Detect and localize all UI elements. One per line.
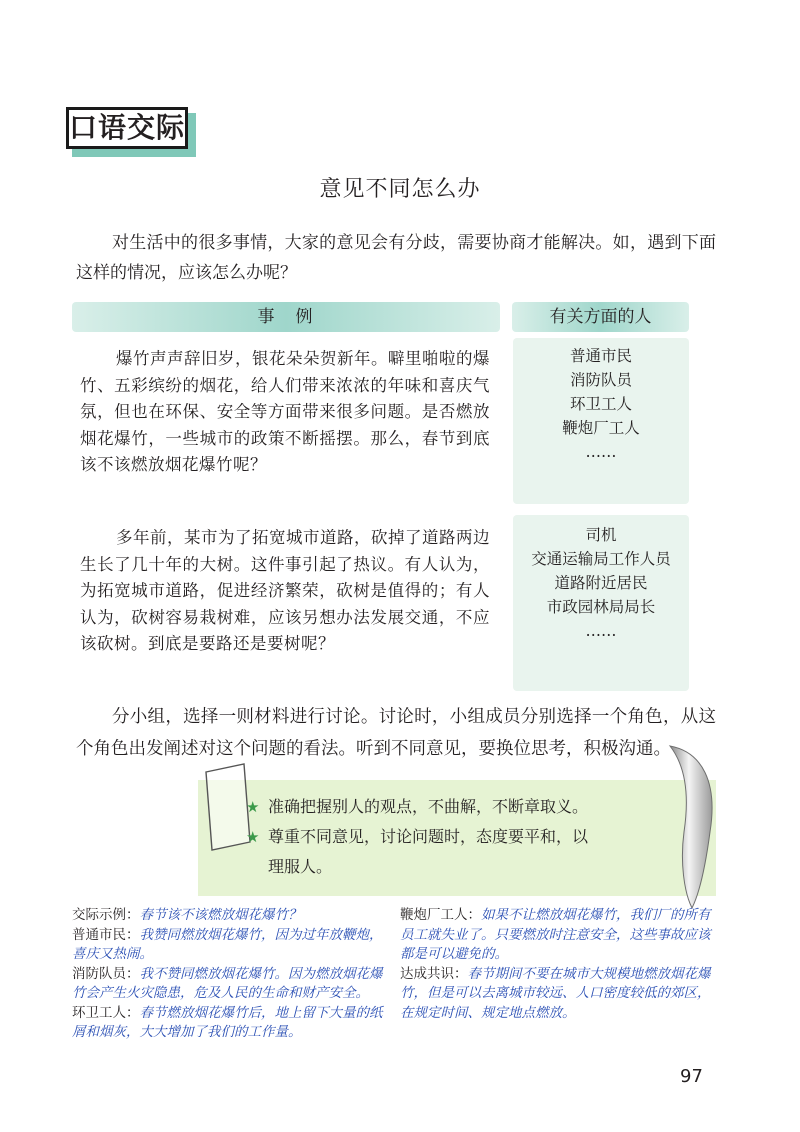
section-tab (66, 107, 196, 157)
tip-text: 准确把握别人的观点，不曲解，不断章取义。 (268, 797, 589, 816)
note-item (72, 906, 390, 926)
list-item: 鞭炮厂工人 (562, 419, 640, 437)
section-label: 口语交际 (66, 107, 188, 149)
note-label: 消防队员： (72, 965, 140, 982)
page-number: 97 (680, 1066, 703, 1087)
note-text: 我不赞同燃放烟花爆竹。因为燃放烟花爆竹会产生火灾隐患，危及人民的生命和财产安全。 (72, 965, 383, 1001)
case-trees: 多年前，某市为了拓宽城市道路，砍掉了道路两边生长了几十年的大树。这件事引起了热议。有人认为，为拓宽城市道路，促进经济繁荣，砍树是值得的；有人认为，砍树容易栽树难，应该另想办法发展交通，不应该砍树。到底是要路还是要树呢？ (80, 528, 490, 654)
note-item (72, 1004, 390, 1043)
list-item: 市政园林局局长 (546, 598, 656, 616)
example-notes-right (400, 906, 720, 1023)
note-label: 达成共识： (400, 965, 468, 982)
star-icon: ★ (246, 798, 260, 816)
note-text: 我赞同燃放烟花爆竹，因为过年放鞭炮，喜庆又热闹。 (72, 926, 383, 962)
note-item (400, 965, 720, 1024)
tips-list (246, 792, 686, 882)
note-text: 春节该不该燃放烟花爆竹？ (139, 907, 302, 923)
list-item: …… (585, 622, 617, 640)
note-label: 鞭炮厂工人： (400, 907, 481, 923)
note-label: 交际示例： (72, 907, 140, 923)
list-item: 司机 (585, 526, 617, 544)
tip-text-continued: 理服人。 (268, 857, 333, 876)
note-label: 环卫工人： (72, 1004, 140, 1021)
note-item (72, 965, 390, 1004)
table-header-cases: 事 例 (72, 302, 500, 332)
intro-paragraph: 对生活中的很多事情，大家的意见会有分歧，需要协商才能解决。如，遇到下面这样的情况，应该怎么办呢？ (76, 233, 716, 283)
list-item: 交通运输局工作人员 (531, 550, 671, 568)
people-list-trees (513, 515, 689, 691)
example-notes-left (72, 906, 390, 1043)
note-item (72, 926, 390, 965)
tip-text: 尊重不同意见，讨论问题时，态度要平和，以 (268, 827, 589, 846)
table-header-people: 有关方面的人 (512, 302, 689, 332)
list-item: 道路附近居民 (554, 574, 648, 592)
list-item: 环卫工人 (569, 395, 632, 413)
list-item: 普通市民 (569, 347, 632, 365)
tip-item (246, 792, 686, 822)
note-text: 如果不让燃放烟花爆竹，我们厂的所有员工就失业了。只要燃放时注意安全，这些事故应该都是可以避免的。 (400, 907, 711, 962)
tip-item (246, 822, 686, 852)
case-fireworks: 爆竹声声辞旧岁，银花朵朵贺新年。噼里啪啦的爆竹、五彩缤纷的烟花，给人们带来浓浓的年味和喜庆气氛，但也在环保、安全等方面带来很多问题。是否燃放烟花爆竹，一些城市的政策不断摇摆。那么，春节到底该不该燃放烟花爆竹呢？ (80, 349, 490, 475)
note-label: 普通市民： (72, 926, 140, 943)
note-item (400, 906, 720, 965)
list-item: …… (585, 443, 617, 461)
instruction-paragraph: 分小组，选择一则材料进行讨论。讨论时，小组成员分别选择一个角色，从这个角色出发阐述对这个问题的看法。听到不同意见，要换位思考，积极沟通。 (76, 707, 716, 759)
note-text: 春节燃放烟花爆竹后，地上留下大量的纸屑和烟灰，大大增加了我们的工作量。 (72, 1004, 383, 1040)
list-item: 消防队员 (569, 371, 632, 389)
people-list-fireworks (513, 338, 689, 504)
note-text: 春节期间不要在城市大规模地燃放烟花爆竹，但是可以去离城市较远、人口密度较低的郊区，在规定时间、规定地点燃放。 (400, 965, 711, 1021)
star-icon: ★ (246, 828, 260, 846)
page-title: 意见不同怎么办 (319, 177, 481, 202)
